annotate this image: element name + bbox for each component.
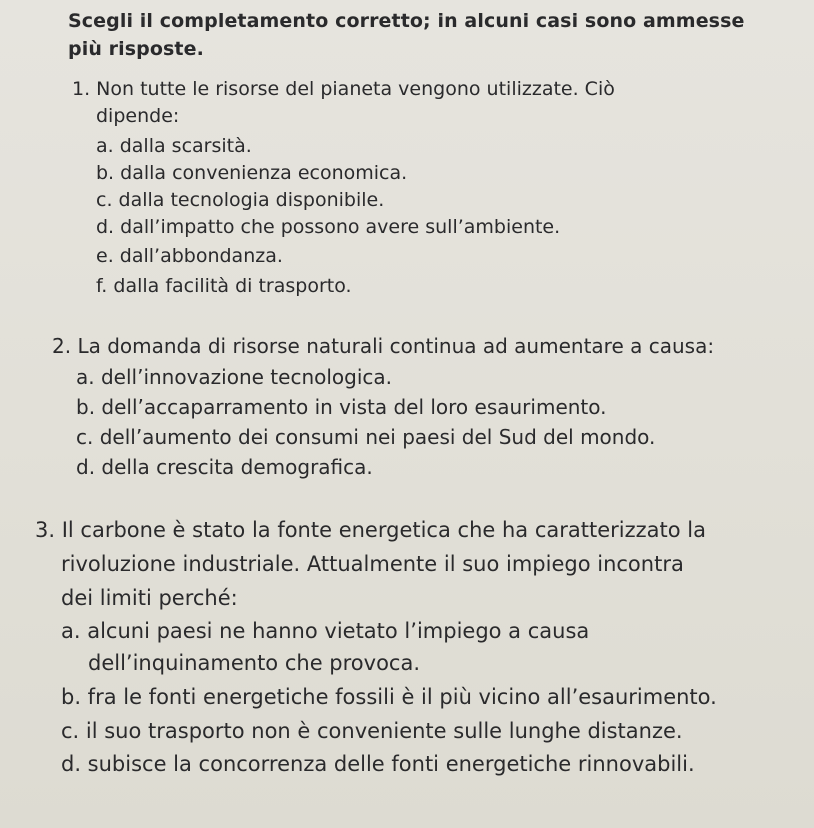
question-3-option-c: c. il suo trasporto non è conveniente sulle lunghe distanze. [61,719,683,743]
question-2-option-a: a. dell’innovazione tecnologica. [76,365,393,389]
question-3-option-d: d. subisce la concorrenza delle fonti energetiche rinnovabili. [61,752,695,776]
question-1-option-c: c. dalla tecnologia disponibile. [96,189,385,211]
question-3-option-b: b. fra le fonti energetiche fossili è il più vicino all’esaurimento. [61,685,717,709]
question-3-stem-line-1: 3. Il carbone è stato la fonte energetica che ha caratterizzato la [35,518,706,542]
question-2-stem-line-1: 2. La domanda di risorse naturali continua ad aumentare a causa: [52,334,715,358]
question-3-option-a-continued: dell’inquinamento che provoca. [88,651,421,675]
question-2-option-c: c. dell’aumento dei consumi nei paesi del Sud del mondo. [76,425,656,449]
instructions-line-1: Scegli il completamento corretto; in alcuni casi sono ammesse [68,10,745,32]
instructions-line-2: più risposte. [68,38,204,60]
question-1-option-d: d. dall’impatto che possono avere sull’ambiente. [96,216,561,238]
question-2-option-b: b. dell’accaparramento in vista del loro esaurimento. [76,395,607,419]
question-2-option-d: d. della crescita demografica. [76,455,373,479]
question-1-stem-line-1: 1. Non tutte le risorse del pianeta vengono utilizzate. Ciò [72,78,615,100]
question-1-option-e: e. dall’abbondanza. [96,245,283,267]
question-3-stem-line-3: dei limiti perché: [61,586,238,610]
question-3-stem-line-2: rivoluzione industriale. Attualmente il suo impiego incontra [61,552,684,576]
question-1-option-a: a. dalla scarsità. [96,135,252,157]
question-1-option-b: b. dalla convenienza economica. [96,162,408,184]
question-1-stem-line-2: dipende: [96,105,180,127]
question-3-option-a: a. alcuni paesi ne hanno vietato l’impiego a causa [61,619,590,643]
question-1-option-f: f. dalla facilità di trasporto. [96,275,352,297]
